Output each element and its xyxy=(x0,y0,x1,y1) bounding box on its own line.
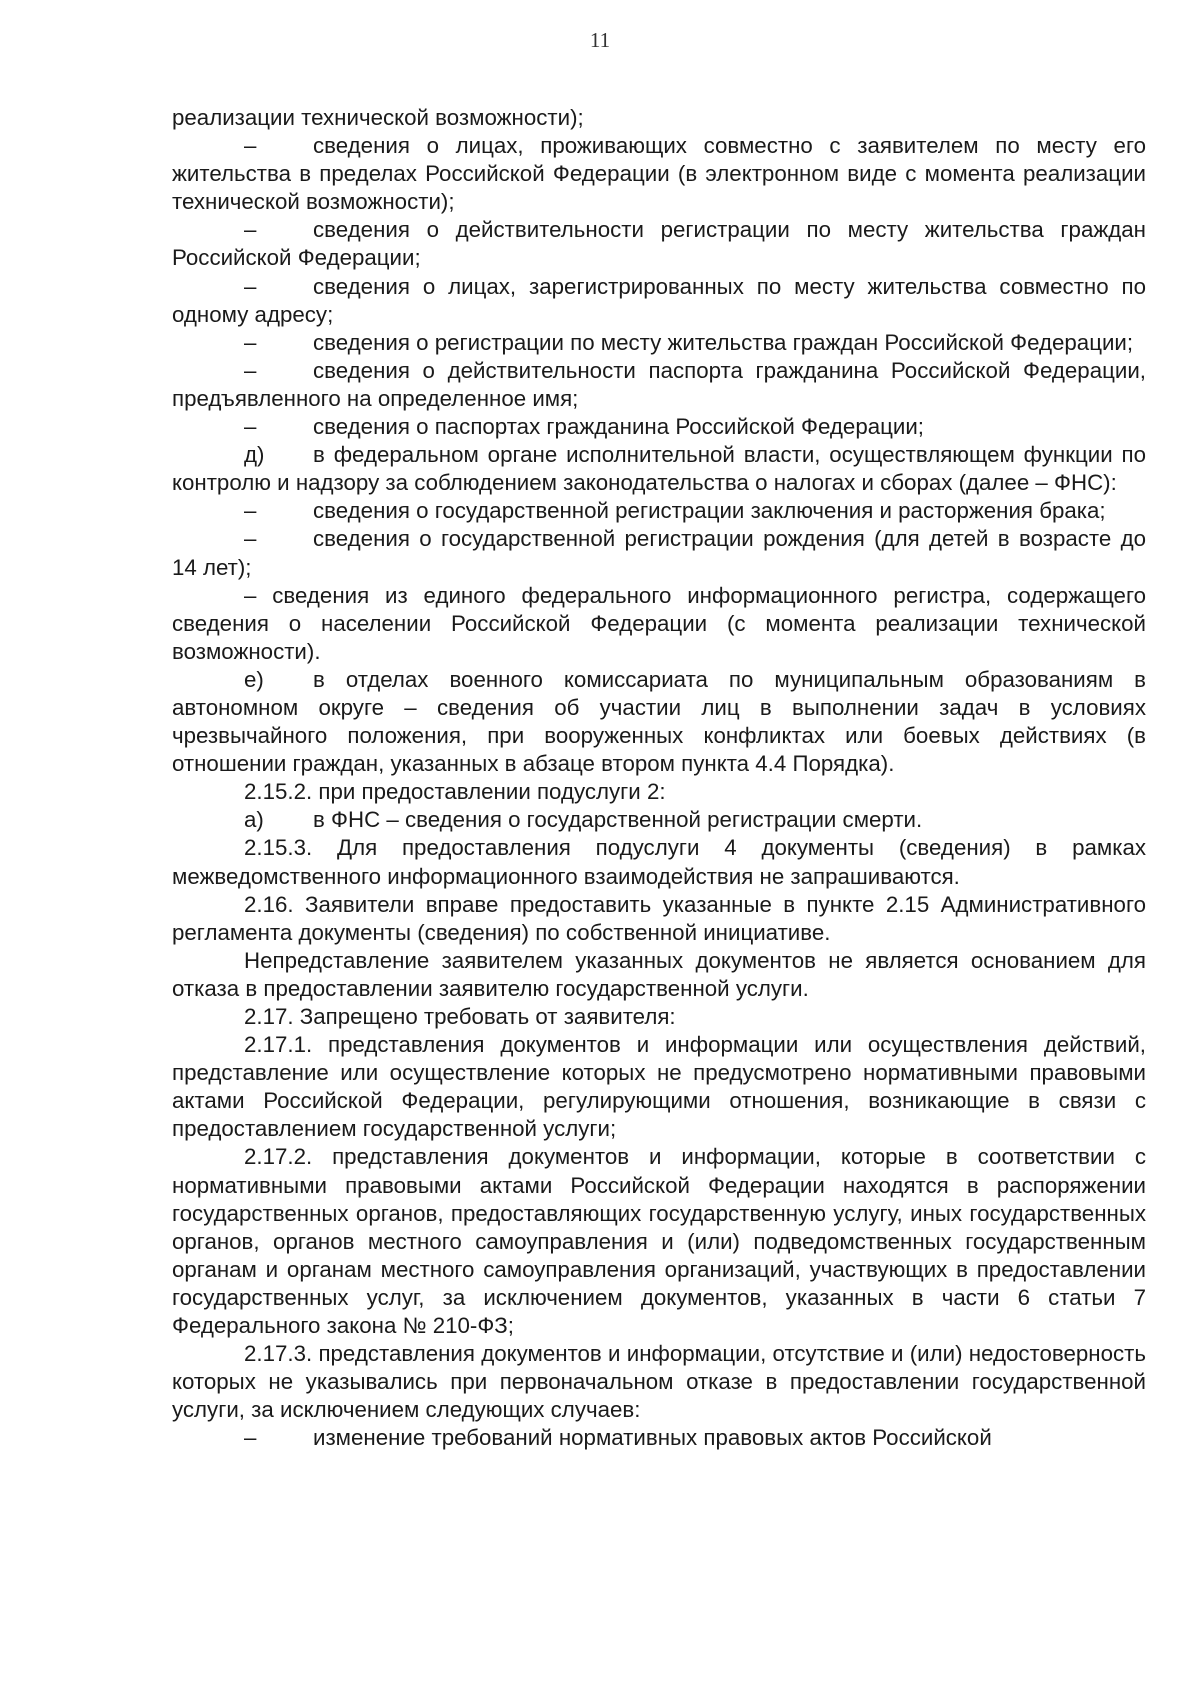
paragraph-text: сведения о лицах, проживающих совместно с заявителем по месту его жительства в пределах Российской Федерации (в электронном виде с момента реализации технической возможности); xyxy=(172,133,1146,215)
paragraph-text: сведения о государственной регистрации рождения (для детей в возрасте до 14 лет); xyxy=(172,526,1146,580)
list-item xyxy=(172,806,1146,834)
paragraph xyxy=(172,834,1146,890)
page-number: 11 xyxy=(589,28,611,52)
list-marker: – xyxy=(244,526,257,552)
paragraph-text: сведения о действительности паспорта гражданина Российской Федерации, предъявленного на определенное имя; xyxy=(172,357,1146,411)
list-item xyxy=(172,1424,1146,1452)
paragraph-text: сведения о паспортах гражданина Российской Федерации; xyxy=(313,414,924,440)
paragraph-text: сведения о действительности регистрации по месту жительства граждан Российской Федерации; xyxy=(172,217,1146,271)
paragraph-text: 2.15.3. Для предоставления подуслуги 4 документы (сведения) в рамках межведомственного информационного взаимодействия не запрашиваются. xyxy=(172,835,1146,889)
list-marker: а) xyxy=(244,807,264,833)
paragraph xyxy=(172,104,1146,132)
paragraph-text: сведения о регистрации по месту жительства граждан Российской Федерации; xyxy=(313,329,1134,355)
list-item xyxy=(172,132,1146,216)
paragraph-text: 2.16. Заявители вправе предоставить указанные в пункте 2.15 Административного регламента документы (сведения) по собственной инициативе. xyxy=(172,891,1146,945)
paragraph-text: сведения о государственной регистрации заключения и расторжения брака; xyxy=(313,498,1106,524)
list-marker: – xyxy=(244,329,257,355)
paragraph-text: 2.17.3. представления документов и информации, отсутствие и (или) недостоверность которых не указывались при первоначальном отказе в предоставлении государственной услуги, за исключением следующих случаев: xyxy=(172,1341,1146,1423)
list-item xyxy=(172,497,1146,525)
list-marker: – xyxy=(244,133,257,159)
paragraph xyxy=(172,1003,1146,1031)
paragraph-text: в отделах военного комиссариата по муниципальным образованиям в автономном округе – сведения об участии лиц в выполнении задач в условиях чрезвычайного положения, при вооруженных конфликтах или боевых действиях (в отношении граждан, указанных в абзаце втором пункта 4.4 Порядка). xyxy=(172,666,1146,777)
paragraph-text: изменение требований нормативных правовых актов Российской xyxy=(313,1425,992,1451)
list-marker: – xyxy=(244,414,257,440)
paragraph-text: в ФНС – сведения о государственной регистрации смерти. xyxy=(313,807,923,833)
list-item xyxy=(172,216,1146,272)
list-marker: е) xyxy=(244,666,264,692)
paragraph-text: в федеральном органе исполнительной власти, осуществляющем функции по контролю и надзору за соблюдением законодательства о налогах и сборах (далее – ФНС): xyxy=(172,442,1146,496)
paragraph-text: реализации технической возможности); xyxy=(172,105,584,130)
document-body xyxy=(172,104,1146,1453)
paragraph xyxy=(172,1031,1146,1143)
list-marker: – xyxy=(244,1425,257,1451)
paragraph xyxy=(172,891,1146,947)
list-item xyxy=(172,413,1146,441)
list-item xyxy=(172,273,1146,329)
list-item xyxy=(172,357,1146,413)
paragraph-text: Непредставление заявителем указанных документов не является основанием для отказа в предоставлении заявителю государственной услуги. xyxy=(172,947,1146,1001)
list-item xyxy=(172,441,1146,497)
list-marker: – xyxy=(244,217,257,243)
paragraph xyxy=(172,582,1146,666)
paragraph xyxy=(172,1340,1146,1424)
paragraph-text: 2.17.1. представления документов и информации или осуществления действий, представление или осуществление которых не предусмотрено нормативными правовыми актами Российской Федерации, регулирующими отношения, возникающие в связи с предоставлением государственной услуги; xyxy=(172,1032,1146,1142)
list-marker: – xyxy=(244,273,257,299)
paragraph-text: сведения о лицах, зарегистрированных по месту жительства совместно по одному адресу; xyxy=(172,273,1146,327)
paragraph xyxy=(172,778,1146,806)
list-marker: – xyxy=(244,498,257,524)
paragraph-text: 2.15.2. при предоставлении подуслуги 2: xyxy=(244,779,666,805)
list-marker: д) xyxy=(244,442,265,468)
list-item xyxy=(172,666,1146,778)
list-marker: – xyxy=(244,357,257,383)
paragraph-text: 2.17.2. представления документов и информации, которые в соответствии с нормативными правовыми актами Российской Федерации находятся в распоряжении государственных органов, предоставляющих государственную услугу, иных государственных органов, органов местного самоуправления и (или) подведомственных государственным органам и органам местного самоуправления организаций, участвующих в предоставлении государственных услуг, за исключением документов, указанных в части 6 статьи 7 Федерального закона № 210-ФЗ; xyxy=(172,1144,1146,1339)
paragraph xyxy=(172,1143,1146,1340)
list-item xyxy=(172,525,1146,581)
list-item xyxy=(172,329,1146,357)
paragraph xyxy=(172,947,1146,1003)
paragraph-text: 2.17. Запрещено требовать от заявителя: xyxy=(244,1004,676,1029)
paragraph-text: – сведения из единого федерального информационного регистра, содержащего сведения о населении Российской Федерации (с момента реализации технической возможности). xyxy=(172,582,1146,664)
